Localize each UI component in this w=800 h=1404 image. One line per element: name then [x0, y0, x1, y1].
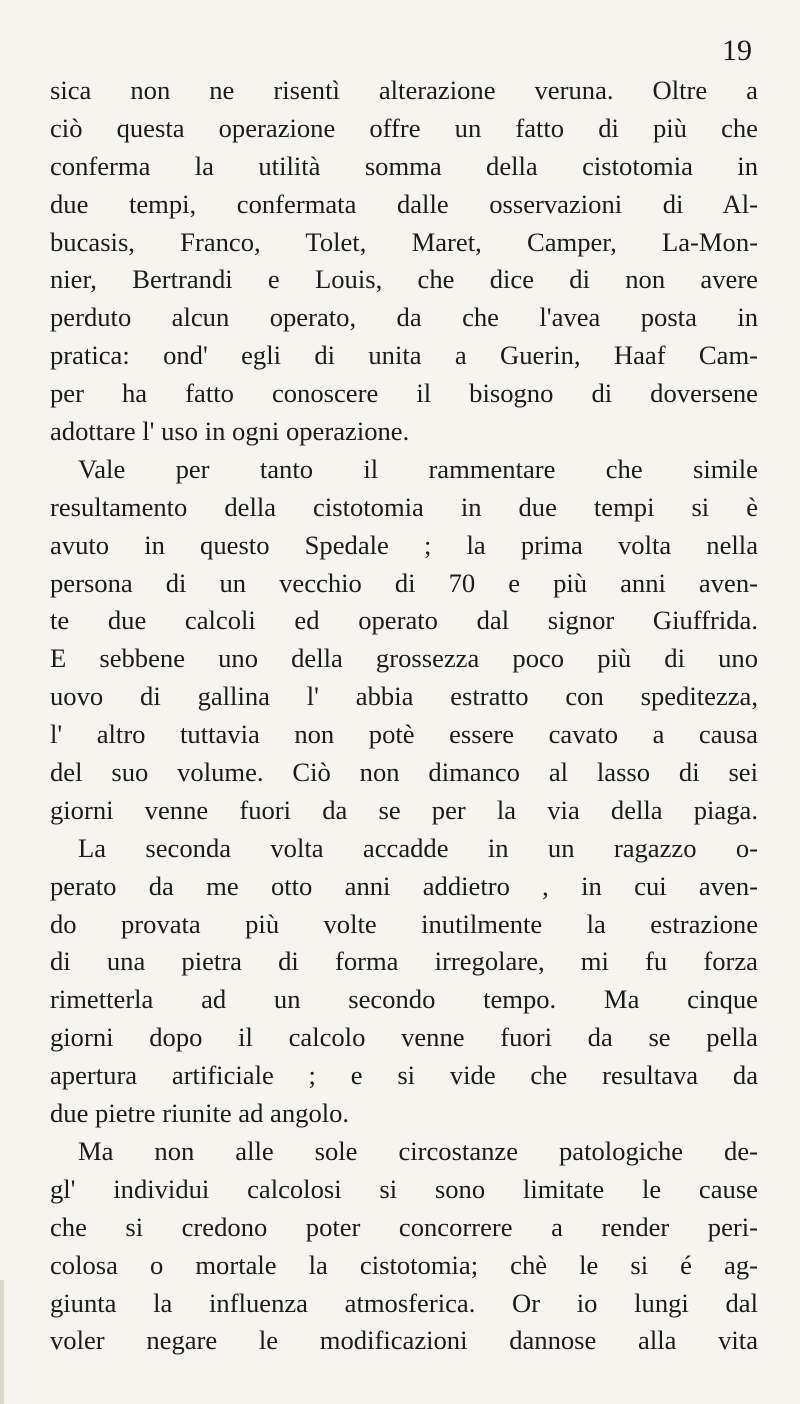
text-line: conferma la utilità somma della cistotomia in: [50, 150, 758, 181]
body-text: [50, 72, 758, 1360]
text-line: adottare l' uso in ogni operazione.: [50, 416, 410, 447]
page-number: 19: [722, 34, 752, 67]
text-line: apertura artificiale ; e si vide che resultava da: [50, 1060, 758, 1091]
page-edge-shadow: [0, 1280, 4, 1404]
text-line: resultamento della cistotomia in due tempi si è: [50, 491, 758, 522]
text-line: Vale per tanto il rammentare che simile: [78, 453, 758, 484]
text-line: gl' individui calcolosi si sono limitate le cause: [50, 1173, 758, 1204]
text-line: giunta la influenza atmosferica. Or io lungi dal: [50, 1287, 758, 1318]
text-line: giorni venne fuori da se per la via della piaga.: [50, 794, 758, 825]
text-line: colosa o mortale la cistotomia; chè le si é ag-: [50, 1249, 758, 1280]
text-line: do provata più volte inutilmente la estrazione: [50, 908, 758, 939]
text-line: persona di un vecchio di 70 e più anni aven-: [50, 567, 758, 598]
text-line: E sebbene uno della grossezza poco più di uno: [50, 643, 758, 674]
text-line: l' altro tuttavia non potè essere cavato a causa: [50, 719, 758, 750]
text-line: te due calcoli ed operato dal signor Giuffrida.: [50, 605, 758, 636]
text-line: ciò questa operazione offre un fatto di più che: [50, 112, 758, 143]
text-line: due pietre riunite ad angolo.: [50, 1098, 350, 1129]
text-line: voler negare le modificazioni dannose alla vita: [50, 1325, 758, 1356]
text-line: due tempi, confermata dalle osservazioni di Al-: [50, 188, 758, 219]
text-line: rimetterla ad un secondo tempo. Ma cinque: [50, 984, 758, 1015]
text-line: di una pietra di forma irregolare, mi fu forza: [50, 946, 758, 977]
text-line: sica non ne risentì alterazione veruna. Oltre a: [50, 75, 758, 105]
text-line: avuto in questo Spedale ; la prima volta nella: [50, 529, 758, 560]
text-line: giorni dopo il calcolo venne fuori da se pella: [50, 1022, 758, 1053]
text-line: uovo di gallina l' abbia estratto con speditezza,: [50, 681, 758, 712]
text-line: del suo volume. Ciò non dimanco al lasso di sei: [50, 757, 758, 788]
text-line: per ha fatto conoscere il bisogno di doversene: [50, 378, 758, 409]
text-line: pratica: ond' egli di unita a Guerin, Haaf Cam-: [50, 340, 758, 371]
text-line: La seconda volta accadde in un ragazzo o-: [78, 832, 758, 863]
text-line: perduto alcun operato, da che l'avea posta in: [50, 302, 758, 333]
text-line: Ma non alle sole circostanze patologiche de-: [78, 1135, 758, 1166]
text-line: bucasis, Franco, Tolet, Maret, Camper, La-Mon-: [50, 226, 758, 257]
text-line: nier, Bertrandi e Louis, che dice di non avere: [50, 264, 758, 295]
text-line: che si credono poter concorrere a render peri-: [50, 1211, 758, 1242]
text-line: perato da me otto anni addietro , in cui aven-: [50, 870, 758, 901]
